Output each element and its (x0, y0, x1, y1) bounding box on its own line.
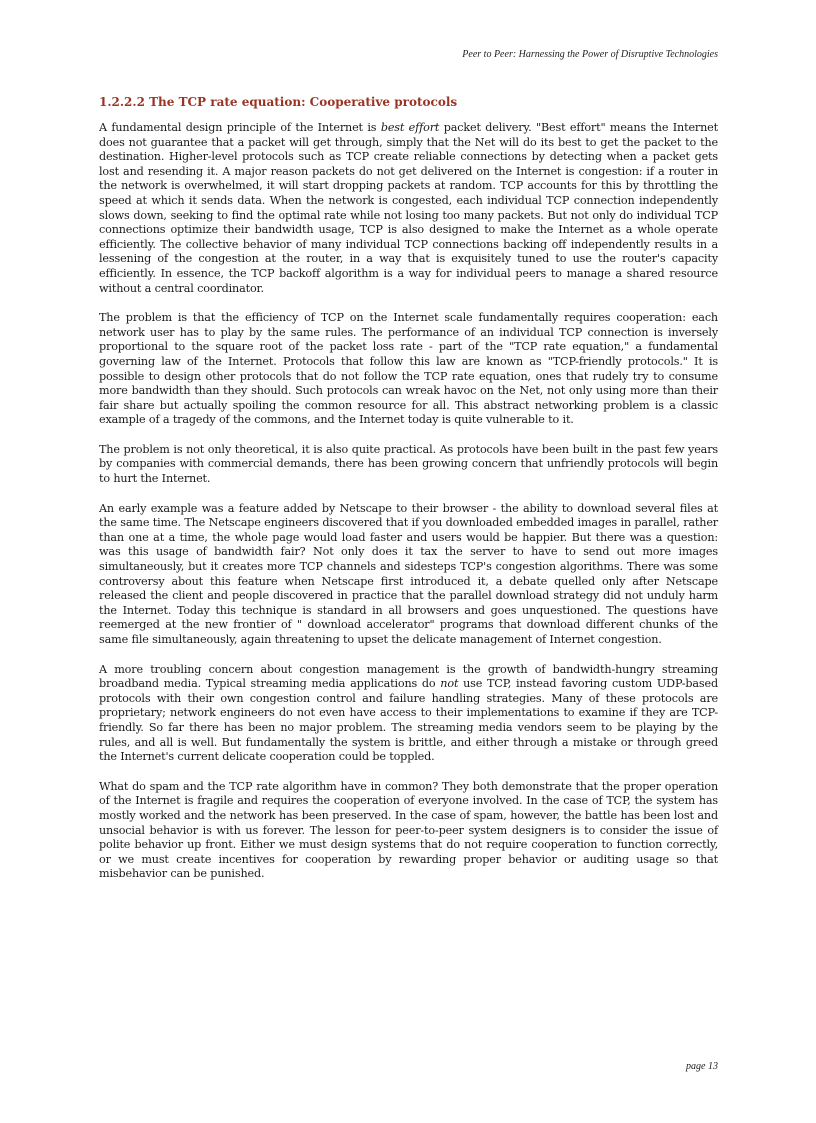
paragraph-5-emphasis: not (440, 677, 459, 691)
page-content (99, 95, 718, 897)
page-number: page 13 (686, 1061, 718, 1072)
paragraph-4: An early example was a feature added by Netscape to their browser - the ability to download several files at the same time. The Netscape engineers discovered that if you downloaded embedded images in parallel, rather than one at a time, the whole page would load faster and users would be happier. But there was a question: was this usage of bandwidth fair? Not only does it tax the server to have to send out more images simultaneously, but it creates more TCP channels and sidesteps TCP's congestion algorithms. There was some controversy about this feature when Netscape first introduced it, a debate quelled only after Netscape released the client and people discovered in practice that the parallel download strategy did not unduly harm the Internet. Today this technique is standard in all browsers and goes unquestioned. The questions have reemerged at the new frontier of " download accelerator" programs that download different chunks of the same file simultaneously, again threatening to upset the delicate management of Internet congestion. (99, 501, 718, 646)
paragraph-3: The problem is not only theoretical, it is also quite practical. As protocols have been built in the past few years by companies with commercial demands, there has been growing concern that unfriendly protocols will begin to hurt the Internet. (99, 442, 718, 486)
paragraph-5 (99, 663, 718, 765)
paragraph-5-text-after: use TCP, instead favoring custom UDP-based protocols with their own congestion control and failure handling strategies. Many of these protocols are proprietary; network engineers do not even have access to their implementations to examine if they are TCP-friendly. So far there has been no major problem. The streaming media vendors seem to be playing by the rules, and all is well. But fundamentally the system is brittle, and either through a mistake or through greed the Internet's current delicate cooperation could be toppled. (99, 677, 718, 764)
paragraph-2: The problem is that the efficiency of TCP on the Internet scale fundamentally requires cooperation: each network user has to play by the same rules. The performance of an individual TCP connection is inversely proportional to the square root of the packet loss rate - part of the "TCP rate equation," a fundamental governing law of the Internet. Protocols that follow this law are known as "TCP-friendly protocols." It is possible to design other protocols that do not follow the TCP rate equation, ones that rudely try to consume more bandwidth than they should. Such protocols can wreak havoc on the Net, not only using more than their fair share but actually spoiling the common resource for all. This abstract networking problem is a classic example of a tragedy of the commons, and the Internet today is quite vulnerable to it. (99, 311, 718, 427)
paragraph-1-emphasis: best effort (380, 121, 440, 134)
running-header: Peer to Peer: Harnessing the Power of Disruptive Technologies (462, 49, 718, 60)
paragraph-6: What do spam and the TCP rate algorithm have in common? They both demonstrate that the proper operation of the Internet is fragile and requires the cooperation of everyone involved. In the case of TCP, the system has mostly worked and the network has been preserved. In the case of spam, however, the battle has been lost and unsocial behavior is with us forever. The lesson for peer-to-peer system designers is to consider the issue of polite behavior up front. Either we must design systems that do not require cooperation to function correctly, or we must create incentives for cooperation by rewarding proper behavior or auditing usage so that misbehavior can be punished. (99, 779, 718, 881)
paragraph-5-text-before: A more troubling concern about congestion management is the growth of bandwidth-hungry streaming broadband media. Typical streaming media applications do (99, 662, 718, 691)
paragraph-1 (99, 121, 718, 296)
section-heading: 1.2.2.2 The TCP rate equation: Cooperative protocols (99, 95, 458, 109)
paragraph-1-text-before: A fundamental design principle of the Internet is (99, 121, 381, 134)
paragraph-1-text-after: packet delivery. "Best effort" means the Internet does not guarantee that a packet will get through, simply that the Net will do its best to get the packet to the destination. Higher-level protocols such as TCP create reliable connections by detecting when a packet gets lost and resending it. A major reason packets do not get delivered on the Internet is congestion: if a router in the network is overwhelmed, it will start dropping packets at random. TCP accounts for this by throttling the speed at which it sends data. When the network is congested, each individual TCP connection independently slows down, seeking to find the optimal rate while not losing too many packets. But not only do individual TCP connections optimize their bandwidth usage, TCP is also designed to make the Internet as a whole operate efficiently. The collective behavior of many individual TCP connections backing off independently results in a lessening of the congestion at the router, in a way that is exquisitely tuned to use the router's capacity efficiently. In essence, the TCP backoff algorithm is a way for individual peers to manage a shared resource without a central coordinator. (99, 121, 718, 295)
